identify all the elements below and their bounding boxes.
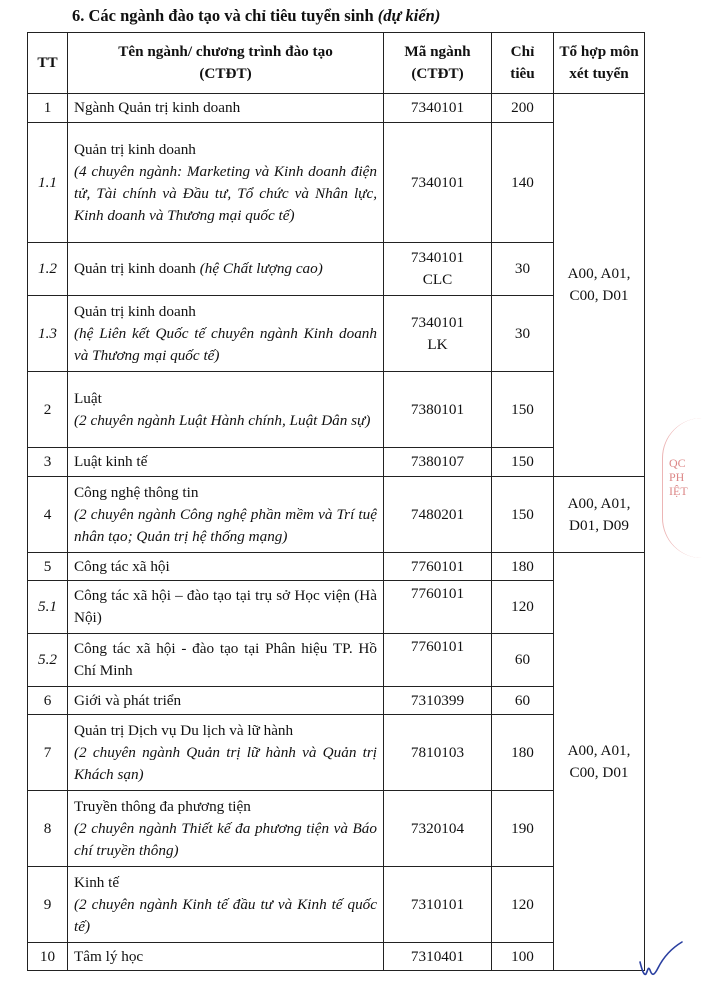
row-code: 7380101 xyxy=(384,372,492,448)
row-tt: 5.2 xyxy=(28,634,68,687)
row-code-cell xyxy=(384,296,492,372)
row-tt: 9 xyxy=(28,867,68,943)
row-name: Luật xyxy=(74,389,102,407)
table-row xyxy=(28,553,645,581)
row-code: 7760101 xyxy=(384,581,492,634)
row-tt: 1.2 xyxy=(28,243,68,296)
table-row xyxy=(28,448,645,477)
header-quota xyxy=(492,33,554,94)
row-name: Ngành Quản trị kinh doanh xyxy=(68,94,384,123)
row-name: Quản trị Dịch vụ Du lịch và lữ hành xyxy=(74,721,294,739)
header-combo-line2: xét tuyển xyxy=(569,65,629,82)
combo-group-2-line2: D01, D09 xyxy=(569,516,629,534)
row-tt: 1.1 xyxy=(28,123,68,243)
table-row xyxy=(28,94,645,123)
combo-group-3-line1: A00, A01, xyxy=(567,741,631,759)
row-name: Kinh tế xyxy=(74,873,120,891)
row-tt: 10 xyxy=(28,943,68,971)
row-quota: 60 xyxy=(492,634,554,687)
header-code xyxy=(384,33,492,94)
row-tt: 2 xyxy=(28,372,68,448)
row-tt: 5.1 xyxy=(28,581,68,634)
row-quota: 100 xyxy=(492,943,554,971)
row-code-suffix: LK xyxy=(427,335,448,353)
row-tt: 4 xyxy=(28,477,68,553)
header-combo-line1: Tổ hợp môn xyxy=(559,43,639,60)
row-tt: 5 xyxy=(28,553,68,581)
combo-group-1-line1: A00, A01, xyxy=(567,265,631,282)
row-name: Tâm lý học xyxy=(68,943,384,971)
row-name-cell xyxy=(68,372,384,448)
header-quota-line2: tiêu xyxy=(510,65,535,82)
row-name: Quản trị kinh doanh xyxy=(74,260,196,277)
row-note: (hệ Chất lượng cao) xyxy=(199,260,323,277)
row-tt: 1 xyxy=(28,94,68,123)
table-row xyxy=(28,634,645,687)
row-name-cell xyxy=(68,296,384,372)
row-code: 7340101 xyxy=(410,249,465,266)
row-tt: 3 xyxy=(28,448,68,477)
row-name-cell xyxy=(68,791,384,867)
row-code: 7480201 xyxy=(384,477,492,553)
row-note: (2 chuyên ngành Công nghệ phần mềm và Trí tuệ nhân tạo; Quản trị hệ thống mạng) xyxy=(74,505,377,545)
stamp-fragment xyxy=(662,418,722,558)
row-code: 7760101 xyxy=(384,634,492,687)
signature-mark xyxy=(636,940,685,980)
table-row xyxy=(28,243,645,296)
row-quota: 120 xyxy=(492,581,554,634)
stamp-line-3: IỆT xyxy=(669,484,688,498)
row-code: 7310101 xyxy=(384,867,492,943)
row-quota: 180 xyxy=(492,715,554,791)
row-name-cell xyxy=(68,243,384,296)
table-row xyxy=(28,715,645,791)
row-code: 7810103 xyxy=(384,715,492,791)
heading-emphasis: (dự kiến) xyxy=(377,6,441,25)
admission-table xyxy=(27,32,645,971)
row-code: 7380107 xyxy=(384,448,492,477)
row-name: Công tác xã hội - đào tạo tại Phân hiệu TP. Hồ Chí Minh xyxy=(68,634,384,687)
row-quota: 200 xyxy=(492,94,554,123)
row-name: Giới và phát triển xyxy=(68,687,384,715)
row-quota: 190 xyxy=(492,791,554,867)
row-name: Quản trị kinh doanh xyxy=(74,140,196,158)
header-name-line1: Tên ngành/ chương trình đào tạo xyxy=(118,43,333,60)
table-row xyxy=(28,581,645,634)
combo-group-3-line2: C00, D01 xyxy=(569,763,629,781)
header-name xyxy=(68,33,384,94)
heading-text: 6. Các ngành đào tạo và chỉ tiêu tuyển sinh xyxy=(72,6,374,25)
row-quota: 150 xyxy=(492,448,554,477)
stamp-line-2: PH xyxy=(669,470,685,484)
table-row xyxy=(28,791,645,867)
header-code-line2: (CTĐT) xyxy=(411,65,464,82)
combo-group-2-line1: A00, A01, xyxy=(567,494,631,512)
row-name: Công nghệ thông tin xyxy=(74,483,199,501)
header-code-line1: Mã ngành xyxy=(404,43,471,60)
row-name-cell xyxy=(68,123,384,243)
row-code: 7760101 xyxy=(384,553,492,581)
row-quota: 150 xyxy=(492,372,554,448)
table-row xyxy=(28,296,645,372)
row-tt: 7 xyxy=(28,715,68,791)
table-row xyxy=(28,477,645,553)
combo-group-2 xyxy=(554,477,645,553)
table-row xyxy=(28,687,645,715)
row-code: 7340101 xyxy=(384,123,492,243)
row-note: (2 chuyên ngành Luật Hành chính, Luật Dân sự) xyxy=(74,411,371,429)
row-code: 7310401 xyxy=(384,943,492,971)
row-note: (2 chuyên ngành Quản trị lữ hành và Quản trị Khách sạn) xyxy=(74,743,377,783)
row-quota: 120 xyxy=(492,867,554,943)
header-combo xyxy=(554,33,645,94)
row-quota: 140 xyxy=(492,123,554,243)
row-name: Truyền thông đa phương tiện xyxy=(74,797,251,815)
table-header-row xyxy=(28,33,645,94)
header-quota-line1: Chỉ xyxy=(510,43,535,60)
row-code: 7340101 xyxy=(410,313,465,331)
row-quota: 30 xyxy=(492,243,554,296)
table-row xyxy=(28,123,645,243)
header-tt: TT xyxy=(28,33,68,94)
combo-group-1 xyxy=(554,94,645,477)
table-row xyxy=(28,943,645,971)
row-note: (hệ Liên kết Quốc tế chuyên ngành Kinh doanh và Thương mại quốc tế) xyxy=(74,324,377,364)
row-code: 7340101 xyxy=(384,94,492,123)
row-note: (4 chuyên ngành: Marketing và Kinh doanh điện tử, Tài chính và Đầu tư, Tổ chức và Nhân lực, Kinh doanh và Thương mại quốc tế) xyxy=(74,162,377,224)
row-name-cell xyxy=(68,867,384,943)
row-code: 7320104 xyxy=(384,791,492,867)
combo-group-3 xyxy=(554,553,645,971)
table-row xyxy=(28,867,645,943)
row-note: (2 chuyên ngành Kinh tế đầu tư và Kinh tế quốc tế) xyxy=(74,895,377,935)
row-name: Quản trị kinh doanh xyxy=(74,302,196,320)
row-quota: 150 xyxy=(492,477,554,553)
row-name: Công tác xã hội xyxy=(68,553,384,581)
row-note: (2 chuyên ngành Thiết kế đa phương tiện và Báo chí truyền thông) xyxy=(74,819,377,859)
row-quota: 60 xyxy=(492,687,554,715)
row-code-suffix: CLC xyxy=(422,271,453,288)
row-name-cell xyxy=(68,477,384,553)
row-quota: 30 xyxy=(492,296,554,372)
row-name: Luật kinh tế xyxy=(68,448,384,477)
row-quota: 180 xyxy=(492,553,554,581)
combo-group-1-line2: C00, D01 xyxy=(569,287,629,304)
row-name: Công tác xã hội – đào tạo tại trụ sở Học viện (Hà Nội) xyxy=(68,581,384,634)
row-code-cell xyxy=(384,243,492,296)
row-tt: 6 xyxy=(28,687,68,715)
section-heading xyxy=(72,6,440,26)
stamp-line-1: QC xyxy=(669,456,686,470)
row-name-cell xyxy=(68,715,384,791)
header-name-line2: (CTĐT) xyxy=(199,65,252,82)
row-tt: 8 xyxy=(28,791,68,867)
row-tt: 1.3 xyxy=(28,296,68,372)
table-row xyxy=(28,372,645,448)
row-code: 7310399 xyxy=(384,687,492,715)
